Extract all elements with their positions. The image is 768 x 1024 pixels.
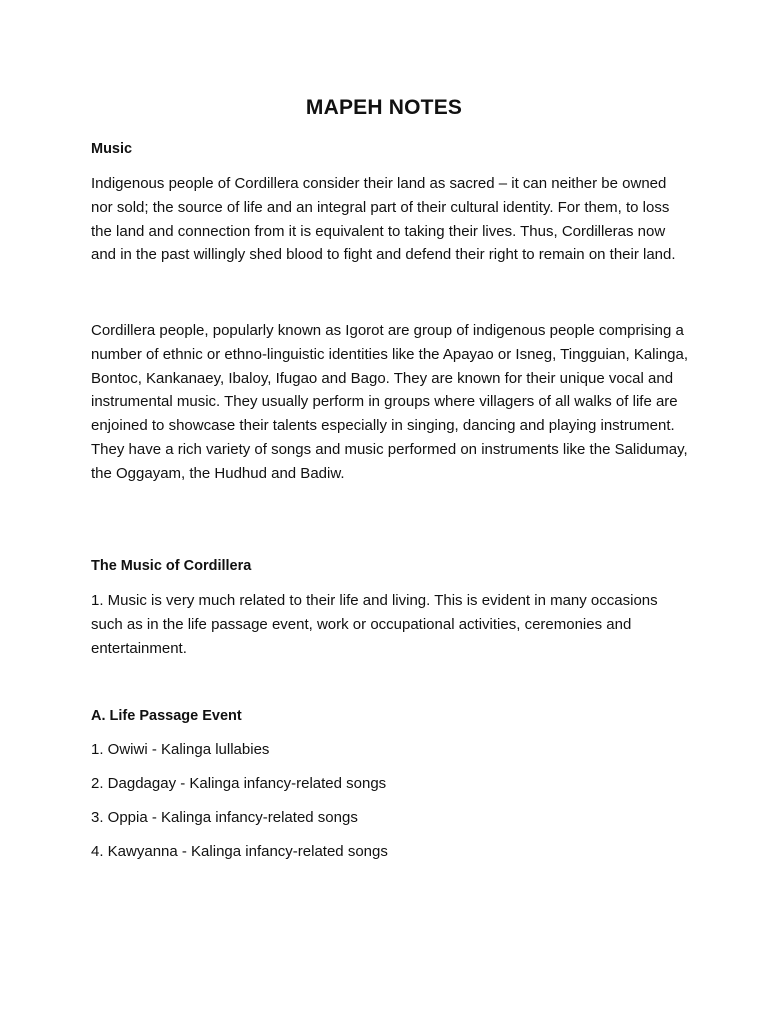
section-heading-music-of-cordillera: The Music of Cordillera: [91, 558, 252, 574]
paragraph-land-sacred: Indigenous people of Cordillera consider their land as sacred – it can neither be owned nor sold; the source of life and an integral part of their cultural identity. For them, to loss the land and connection from it is equivalent to taking their lives. Thus, Cordilleras now and in the past willingly shed blood to fight and defend their right to remain on their land.: [91, 175, 676, 264]
section-heading-music: Music: [91, 141, 133, 157]
paragraph-music-life: 1. Music is very much related to their life and living. This is evident in many occasions such as in the life passage event, work or occupational activities, ceremonies and entertainment.: [91, 592, 658, 657]
list-item: 3. Oppia - Kalinga infancy-related songs: [91, 809, 358, 826]
document-title: MAPEH NOTES: [305, 96, 463, 119]
list-item: 1. Owiwi - Kalinga lullabies: [91, 741, 270, 758]
list-item: 2. Dagdagay - Kalinga infancy-related songs: [91, 775, 387, 792]
paragraph-cordillera-people: Cordillera people, popularly known as Igorot are group of indigenous people comprising a number of ethnic or ethno-linguistic identities like the Apayao or Isneg, Tingguian, Kalinga, Bontoc, Kankanaey, Ibaloy, Ifugao and Bago. They are known for their unique vocal and instrumental music. They usually perform in groups where villagers of all walks of life are enjoined to showcase their talents especially in singing, dancing and playing instrument. They have a rich variety of songs and music performed on instruments like the Salidumay, the Oggayam, the Hudhud and Badiw.: [91, 322, 689, 482]
section-heading-life-passage-event: A. Life Passage Event: [91, 708, 242, 724]
list-item: 4. Kawyanna - Kalinga infancy-related songs: [91, 843, 388, 860]
